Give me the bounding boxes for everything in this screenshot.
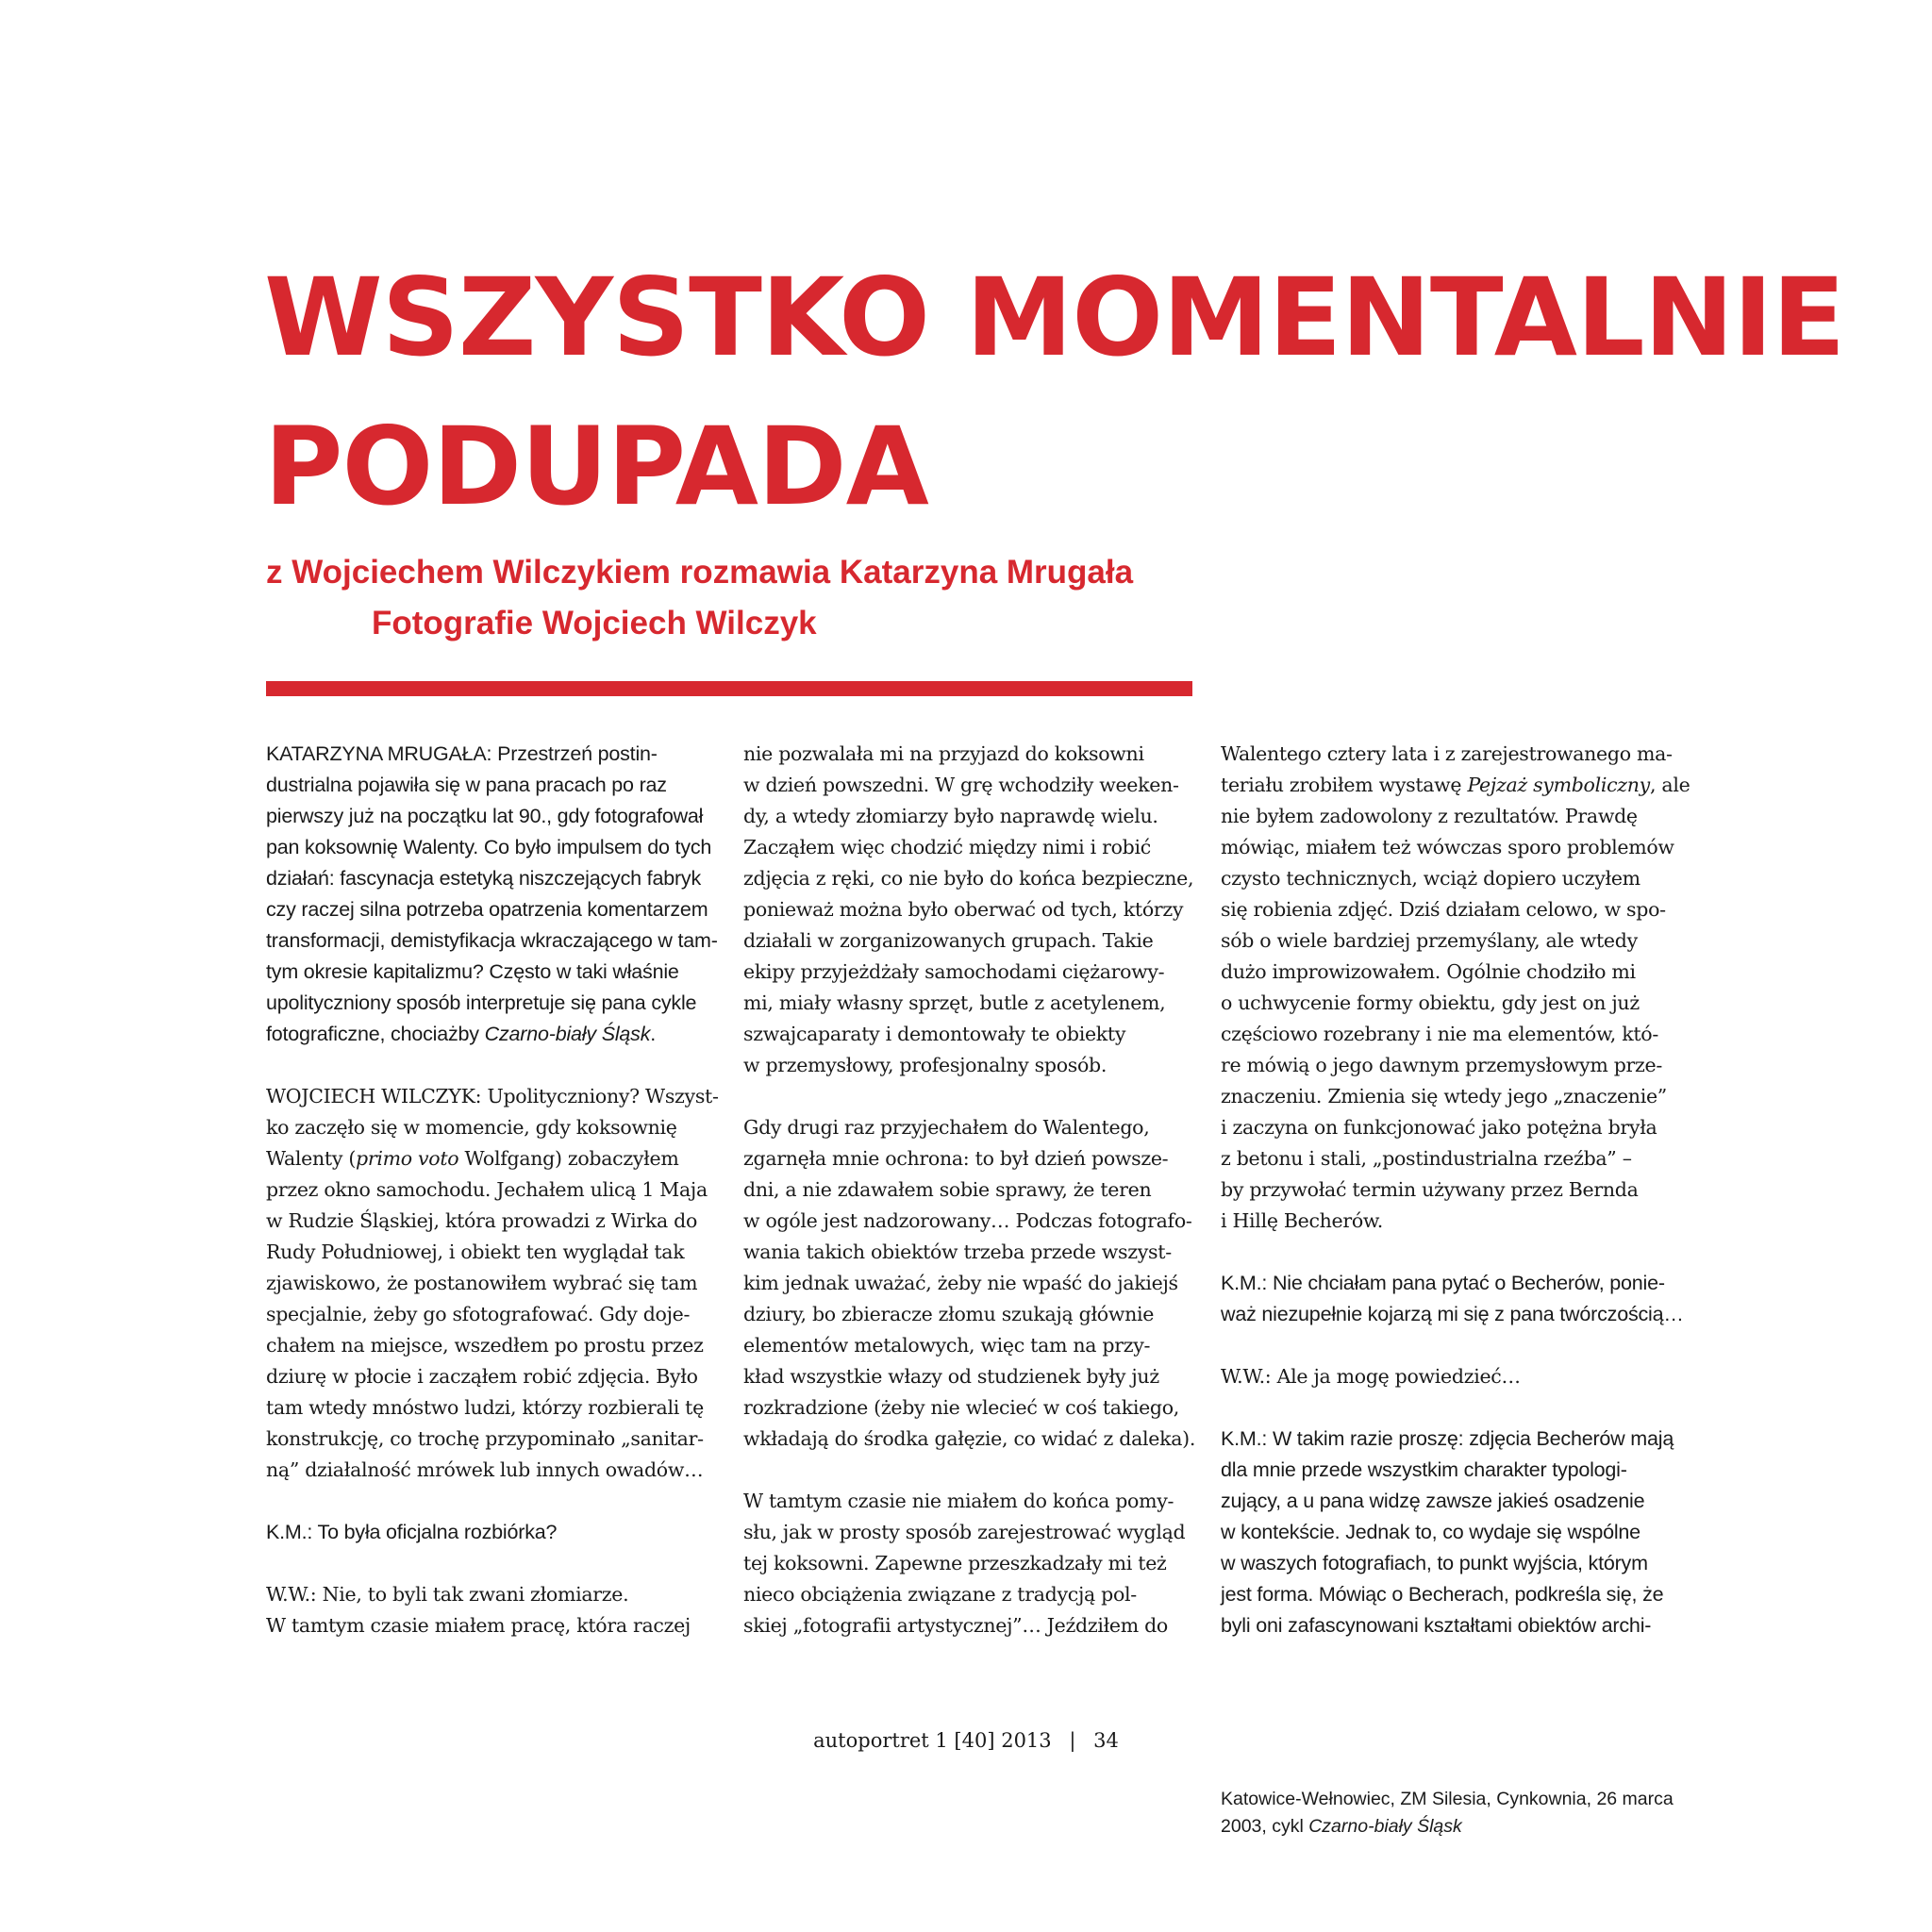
text-line: by przywołać termin używany przez Bernda	[1221, 1178, 1639, 1201]
footer-separator: |	[1069, 1729, 1076, 1752]
text-line: dy, a wtedy złomiarzy było naprawdę wielu.	[743, 805, 1158, 827]
text-column-1	[266, 739, 719, 1641]
text-line: elementów metalowych, więc tam na przy-	[743, 1334, 1151, 1357]
text-line: Rudy Południowej, i obiekt ten wyglądał tak	[266, 1241, 685, 1263]
text-line: się robienia zdjęć. Dziś działam celowo, w spo-	[1221, 898, 1666, 921]
paragraph-gap	[266, 1050, 719, 1081]
text-line: fotograficzne, chociażby Czarno-biały Śląsk.	[266, 1023, 657, 1045]
text-line: skiej „fotografii artystycznej”… Jeździłem do	[743, 1614, 1168, 1637]
subtitle-photos: Fotografie Wojciech Wilczyk	[372, 605, 817, 641]
text-line: pan koksownię Walenty. Co było impulsem do tych	[266, 836, 712, 858]
text-line: czy raczej silna potrzeba opatrzenia komentarzem	[266, 898, 708, 921]
text-line: mówiąc, miałem też wówczas sporo problemów	[1221, 836, 1674, 858]
text-line: zdjęcia z ręki, co nie było do końca bezpieczne,	[743, 867, 1194, 890]
text-line: zujący, a u pana widzę zawsze jakieś osadzenie	[1221, 1490, 1645, 1512]
text-line: zjawiskowo, że postanowiłem wybrać się tam	[266, 1272, 698, 1294]
title-line-1: WSZYSTKO MOMENTALNIE	[264, 255, 1845, 380]
text-line: W.W.: Ale ja mogę powiedzieć…	[1221, 1365, 1521, 1388]
text-line: i zaczyna on funkcjonować jako potężna bryła	[1221, 1116, 1657, 1139]
text-line: o uchwycenie formy obiektu, gdy jest on już	[1221, 991, 1640, 1014]
text-line: kład wszystkie włazy od studzienek były już	[743, 1365, 1159, 1388]
text-line: K.M.: Nie chciałam pana pytać o Becherów, ponie-	[1221, 1272, 1665, 1294]
caption-line-2: 2003, cykl Czarno-biały Śląsk	[1221, 1816, 1462, 1837]
text-line: ną” działalność mrówek lub innych owadów…	[266, 1458, 704, 1481]
text-line: dla mnie przede wszystkim charakter typologi-	[1221, 1458, 1627, 1481]
text-line: teriału zrobiłem wystawę Pejzaż symboliczny, ale	[1221, 774, 1690, 796]
text-line: mi, miały własny sprzęt, butle z acetylenem,	[743, 991, 1166, 1014]
text-line: zgarnęła mnie ochrona: to był dzień powsze-	[743, 1147, 1169, 1170]
text-line: w Rudzie Śląskiej, która prowadzi z Wirka do	[266, 1209, 698, 1232]
text-line: wkładają do środka gałęzie, co widać z daleka).	[743, 1427, 1196, 1450]
text-column-3	[1221, 739, 1690, 1641]
text-line: byli oni zafascynowani kształtami obiektów archi-	[1221, 1614, 1652, 1637]
text-line: dni, a nie zdawałem sobie sprawy, że teren	[743, 1178, 1152, 1201]
text-line: Walenty (primo voto Wolfgang) zobaczyłem	[266, 1147, 679, 1170]
text-line: w waszych fotografiach, to punkt wyjścia, którym	[1221, 1552, 1648, 1574]
text-line: tam wtedy mnóstwo ludzi, którzy rozbierali tę	[266, 1396, 704, 1419]
text-line: tej koksowni. Zapewne przeszkadzały mi też	[743, 1552, 1167, 1574]
text-line: przez okno samochodu. Jechałem ulicą 1 Maja	[266, 1178, 708, 1201]
caption-line-1: Katowice-Wełnowiec, ZM Silesia, Cynkownia, 26 marca	[1221, 1789, 1674, 1809]
title-line-2: PODUPADA	[264, 404, 928, 529]
subtitle-interview: z Wojciechem Wilczykiem rozmawia Katarzyna Mrugała	[266, 554, 1134, 591]
text-line: ponieważ można było oberwać od tych, którzy	[743, 898, 1184, 921]
text-line: Gdy drugi raz przyjechałem do Walentego,	[743, 1116, 1150, 1139]
text-line: nie pozwalała mi na przyjazd do koksowni	[743, 742, 1144, 765]
text-line: re mówią o jego dawnym przemysłowym prze-	[1221, 1054, 1662, 1076]
text-line: ko zaczęło się w momencie, gdy koksownię	[266, 1116, 677, 1139]
text-line: dustrialna pojawiła się w pana pracach po raz	[266, 774, 667, 796]
text-line: w ogóle jest nadzorowany… Podczas fotografo-	[743, 1209, 1192, 1232]
text-line: sób o wiele bardziej przemyślany, ale wtedy	[1221, 929, 1638, 952]
text-line: pierwszy już na początku lat 90., gdy fotografował	[266, 805, 704, 827]
text-line: kim jednak uważać, żeby nie wpaść do jakiejś	[743, 1272, 1178, 1294]
text-line: K.M.: W takim razie proszę: zdjęcia Becherów mają	[1221, 1427, 1674, 1450]
text-line: KATARZYNA MRUGAŁA: Przestrzeń postin-	[266, 742, 658, 765]
text-line: K.M.: To była oficjalna rozbiórka?	[266, 1521, 558, 1543]
text-line: w kontekście. Jednak to, co wydaje się wspólne	[1221, 1521, 1641, 1543]
text-line: z betonu i stali, „postindustrialna rzeźba” –	[1221, 1147, 1632, 1170]
text-line: słu, jak w prosty sposób zarejestrować wygląd	[743, 1521, 1186, 1543]
text-line: znaczeniu. Zmienia się wtedy jego „znaczenie”	[1221, 1085, 1667, 1108]
text-column-2	[743, 739, 1196, 1641]
text-line: specjalnie, żeby go sfotografować. Gdy doje-	[266, 1303, 691, 1325]
text-line: W tamtym czasie nie miałem do końca pomy-	[743, 1490, 1174, 1512]
text-line: jest forma. Mówiąc o Becherach, podkreśla się, że	[1221, 1583, 1664, 1606]
text-line: rozkradzione (żeby nie wlecieć w coś takiego,	[743, 1396, 1179, 1419]
paragraph-gap	[266, 1548, 719, 1579]
text-line: działań: fascynacja estetyką niszczejących fabryk	[266, 867, 702, 890]
text-line: chałem na miejsce, wszedłem po prostu przez	[266, 1334, 704, 1357]
text-line: w dzień powszedni. W grę wchodziły weeken-	[743, 774, 1179, 796]
text-line: W tamtym czasie miałem pracę, która raczej	[266, 1614, 691, 1637]
paragraph-gap	[1221, 1237, 1674, 1268]
text-line: nie byłem zadowolony z rezultatów. Prawdę	[1221, 805, 1638, 827]
text-line: czysto technicznych, wciąż dopiero uczyłem	[1221, 867, 1641, 890]
paragraph-gap	[1221, 1392, 1674, 1424]
text-line: konstrukcję, co trochę przypominało „sanitar-	[266, 1427, 704, 1450]
title-rule	[266, 681, 1192, 696]
text-line: ekipy przyjeżdżały samochodami ciężarowy-	[743, 960, 1165, 983]
paragraph-gap	[1221, 1330, 1674, 1361]
text-line: i Hillę Becherów.	[1221, 1209, 1383, 1232]
photo-caption	[1221, 1786, 1711, 1840]
text-line: działali w zorganizowanych grupach. Takie	[743, 929, 1154, 952]
text-line: dziurę w płocie i zacząłem robić zdjęcia. Było	[266, 1365, 698, 1388]
text-line: wania takich obiektów trzeba przede wszyst-	[743, 1241, 1172, 1263]
publication-name: autoportret 1 [40] 2013	[813, 1729, 1052, 1752]
text-line: tym okresie kapitalizmu? Często w taki właśnie	[266, 960, 679, 983]
text-line: Zacząłem więc chodzić między nimi i robić	[743, 836, 1151, 858]
text-line: Walentego cztery lata i z zarejestrowanego ma-	[1221, 742, 1673, 765]
text-line: w przemysłowy, profesjonalny sposób.	[743, 1054, 1108, 1076]
text-line: dużo improwizowałem. Ogólnie chodziło mi	[1221, 960, 1636, 983]
paragraph-gap	[743, 1081, 1196, 1112]
text-line: W.W.: Nie, to byli tak zwani złomiarze.	[266, 1583, 629, 1606]
text-line: upolityczniony sposób interpretuje się pana cykle	[266, 991, 697, 1014]
page-footer	[0, 1729, 1932, 1752]
text-line: transformacji, demistyfikacja wkraczającego w tam-	[266, 929, 718, 952]
article-title	[264, 243, 1845, 541]
page-number: 34	[1093, 1729, 1119, 1752]
text-line: nieco obciążenia związane z tradycją pol-	[743, 1583, 1137, 1606]
text-line: częściowo rozebrany i nie ma elementów, któ-	[1221, 1023, 1658, 1045]
text-line: szwajcaparaty i demontowały te obiekty	[743, 1023, 1126, 1045]
paragraph-gap	[743, 1455, 1196, 1486]
paragraph-gap	[266, 1486, 719, 1517]
text-line: waż niezupełnie kojarzą mi się z pana twórczością…	[1221, 1303, 1684, 1325]
text-line: dziury, bo zbieracze złomu szukają głównie	[743, 1303, 1155, 1325]
text-line: WOJCIECH WILCZYK: Upolityczniony? Wszyst-	[266, 1085, 719, 1108]
